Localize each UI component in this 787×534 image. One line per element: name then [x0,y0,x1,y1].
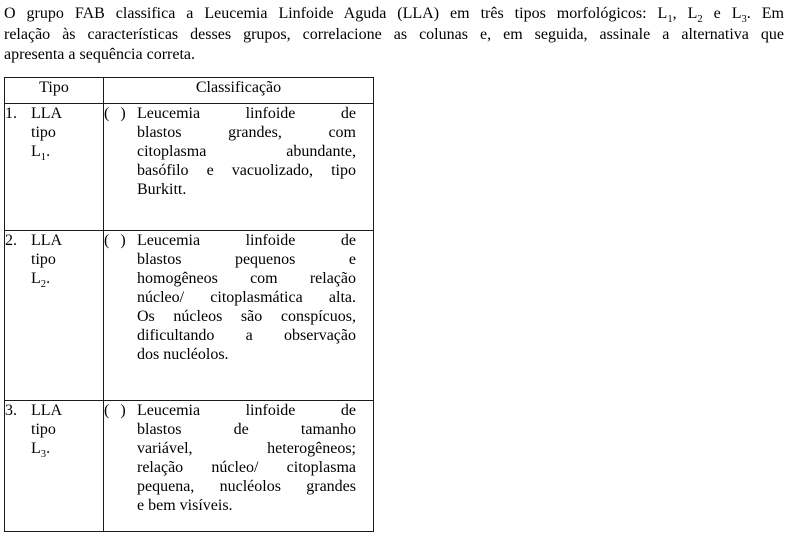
description-line: homogêneos com relação [137,269,356,287]
tipo-label [31,401,83,458]
subscript-3: 3 [741,14,747,26]
description-line: núcleo/ citoplasmática alta. [137,288,356,306]
classification-description [137,104,356,199]
tipo-label-line [31,439,83,458]
table-row [5,103,374,230]
description-line: dos nucléolos. [137,345,229,363]
classification-description [137,231,356,364]
description-line: Burkitt. [137,180,187,198]
tipo-label-line: LLA [31,401,63,419]
item-number: 3. [5,401,17,419]
tipo-subscript: 2 [40,278,47,290]
item-number: 2. [5,231,17,249]
tipo-letter: L [31,269,41,287]
description-line: e bem visíveis. [137,496,233,514]
description-line: dificultando a observação [137,326,356,344]
tipo-label-line: tipo [31,123,56,141]
answer-blank-parentheses: ( ) [104,401,126,419]
tipo-letter: L [31,439,41,457]
question-text [4,4,784,66]
question-line-1-end: . Em [746,5,785,22]
answer-blank-parentheses: ( ) [104,104,126,122]
question-line-3: apresenta a sequência correta. [4,46,195,63]
header-row [5,77,374,103]
item-number: 1. [5,104,17,122]
tipo-period: . [46,439,51,457]
description-line: blastos de tamanho [137,420,356,438]
correlation-table [4,77,374,532]
classificacao-cell-1 [104,103,374,230]
question-line-1-pre: O grupo FAB classifica a Leucemia Linfoide Aguda (LLA) em três tipos morfológicos: L [4,5,668,22]
tipo-label-line [31,142,83,161]
tipo-label-line [31,269,83,288]
description-line: relação núcleo/ citoplasma [137,458,356,476]
description-line: basófilo e vacuolizado, tipo [137,161,356,179]
answer-blank-parentheses: ( ) [104,231,126,249]
subscript-2: 2 [697,14,703,26]
classification-description [137,401,356,515]
question-line-1 [4,4,784,25]
description-line: blastos pequenos e [137,250,356,268]
column-header-classificacao: Classificação [104,77,374,103]
tipo-label [31,231,83,288]
question-line-1-mid2: e L [702,5,742,22]
description-line: pequena, nucléolos grandes [137,477,356,495]
description-line: Leucemia linfoide de [137,401,356,419]
tipo-cell-1 [5,103,104,230]
table-row [5,400,374,531]
tipo-label-line: LLA [31,104,63,122]
tipo-letter: L [31,142,41,160]
description-line: Os núcleos são conspícuos, [137,307,356,325]
description-line: citoplasma abundante, [137,142,356,160]
description-line: variável, heterogêneos; [137,439,356,457]
tipo-period: . [46,269,51,287]
description-line: blastos grandes, com [137,123,356,141]
tipo-subscript: 1 [40,151,47,163]
tipo-period: . [46,142,51,160]
tipo-cell-2 [5,230,104,400]
classificacao-cell-3 [104,400,374,531]
description-line: Leucemia linfoide de [137,104,356,122]
tipo-label [31,104,83,161]
tipo-label-line: LLA [31,231,63,249]
question-line-2: relação às características desses grupos, correlacione as colunas e, em seguida, assinale a alternativa que [4,25,784,43]
question-line-1-mid1: , L [672,5,698,22]
tipo-label-line: tipo [31,420,56,438]
description-line: Leucemia linfoide de [137,231,356,249]
column-header-tipo: Tipo [5,77,104,103]
subscript-1: 1 [667,14,673,26]
tipo-label-line: tipo [31,250,56,268]
tipo-subscript: 3 [40,448,47,460]
classificacao-cell-2 [104,230,374,400]
tipo-cell-3 [5,400,104,531]
table-row [5,230,374,400]
